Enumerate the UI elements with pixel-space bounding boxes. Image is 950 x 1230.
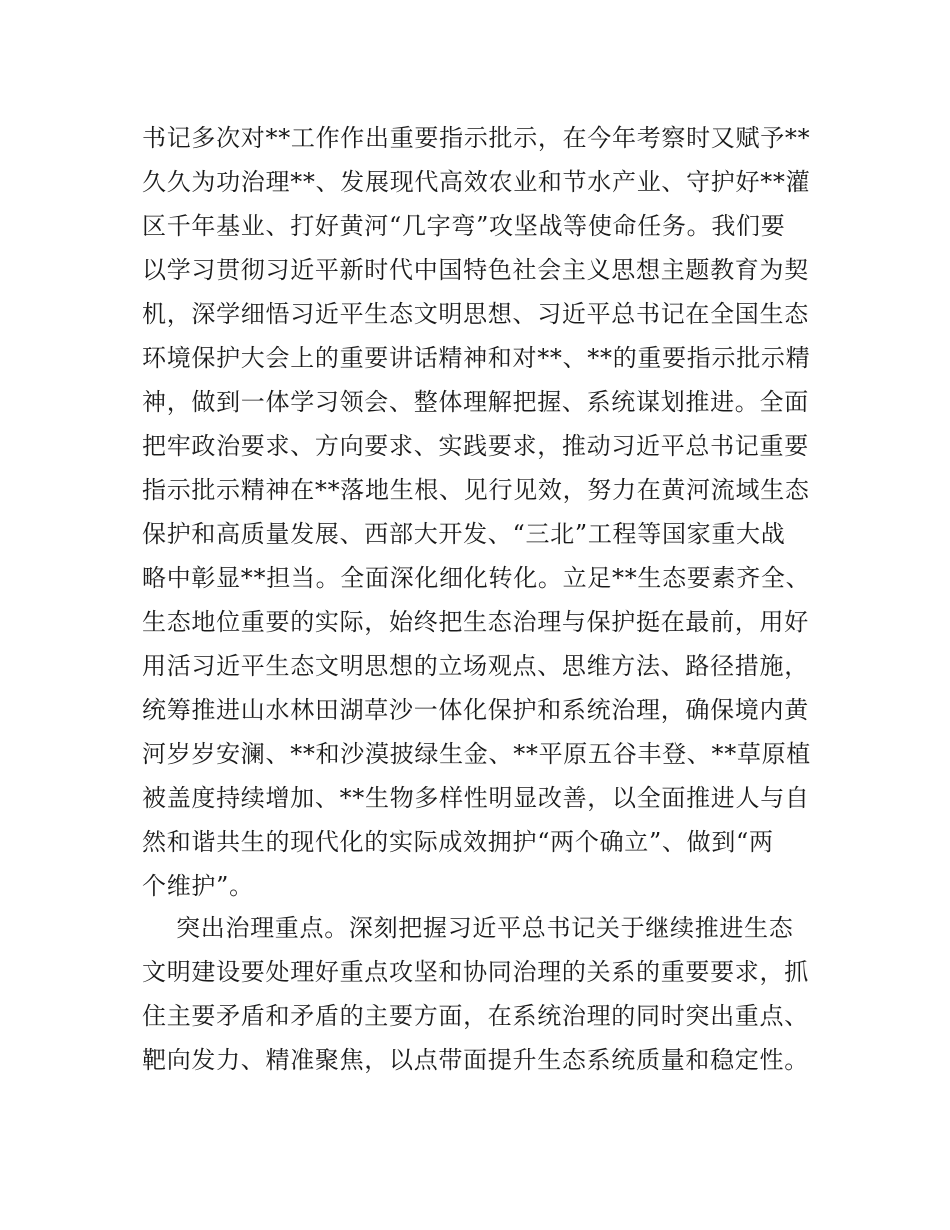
text-line: 靶向发力、精准聚焦，以点带面提升生态系统质量和稳定性。 bbox=[142, 1046, 809, 1074]
text-line: 文明建设要处理好重点攻坚和协同治理的关系的重要要求，抓 bbox=[142, 958, 809, 986]
text-line: 区千年基业、打好黄河“几字弯”攻坚战等使命任务。我们要 bbox=[142, 212, 786, 240]
text-line: 机，深学细悟习近平生态文明思想、习近平总书记在全国生态 bbox=[142, 300, 809, 328]
text-line: 以学习贯彻习近平新时代中国特色社会主义思想主题教育为契 bbox=[142, 256, 809, 284]
text-line: 指示批示精神在**落地生根、见行见效，努力在黄河流域生态 bbox=[142, 476, 810, 504]
text-line: 把牢政治要求、方向要求、实践要求，推动习近平总书记重要 bbox=[142, 432, 809, 460]
text-line: 统筹推进山水林田湖草沙一体化保护和系统治理，确保境内黄 bbox=[142, 696, 809, 724]
text-line: 河岁岁安澜、**和沙漠披绿生金、**平原五谷丰登、**草原植 bbox=[142, 740, 811, 768]
text-line: 略中彰显**担当。全面深化细化转化。立足**生态要素齐全、 bbox=[142, 564, 811, 592]
text-line: 保护和高质量发展、西部大开发、“三北”工程等国家重大战 bbox=[142, 520, 786, 548]
text-line: 神，做到一体学习领会、整体理解把握、系统谋划推进。全面 bbox=[142, 388, 809, 416]
text-line: 住主要矛盾和矛盾的主要方面，在系统治理的同时突出重点、 bbox=[142, 1002, 809, 1030]
text-line: 个维护”。 bbox=[142, 872, 254, 900]
text-line: 然和谐共生的现代化的实际成效拥护“两个确立”、做到“两 bbox=[142, 828, 774, 856]
paragraph-2 bbox=[142, 906, 822, 1082]
text-line: 生态地位重要的实际，始终把生态治理与保护挺在最前，用好 bbox=[142, 608, 809, 636]
text-line: 用活习近平生态文明思想的立场观点、思维方法、路径措施， bbox=[142, 652, 809, 680]
text-line: 被盖度持续增加、**生物多样性明显改善，以全面推进人与自 bbox=[142, 784, 810, 812]
text-line: 久久为功治理**、发展现代高效农业和节水产业、守护好**灌 bbox=[142, 168, 811, 196]
text-line: 突出治理重点。深刻把握习近平总书记关于继续推进生态 bbox=[176, 914, 794, 942]
text-line: 书记多次对**工作作出重要指示批示，在今年考察时又赋予** bbox=[142, 124, 811, 152]
paragraph-1 bbox=[142, 116, 822, 908]
text-line: 环境保护大会上的重要讲话精神和对**、**的重要指示批示精 bbox=[142, 344, 811, 372]
